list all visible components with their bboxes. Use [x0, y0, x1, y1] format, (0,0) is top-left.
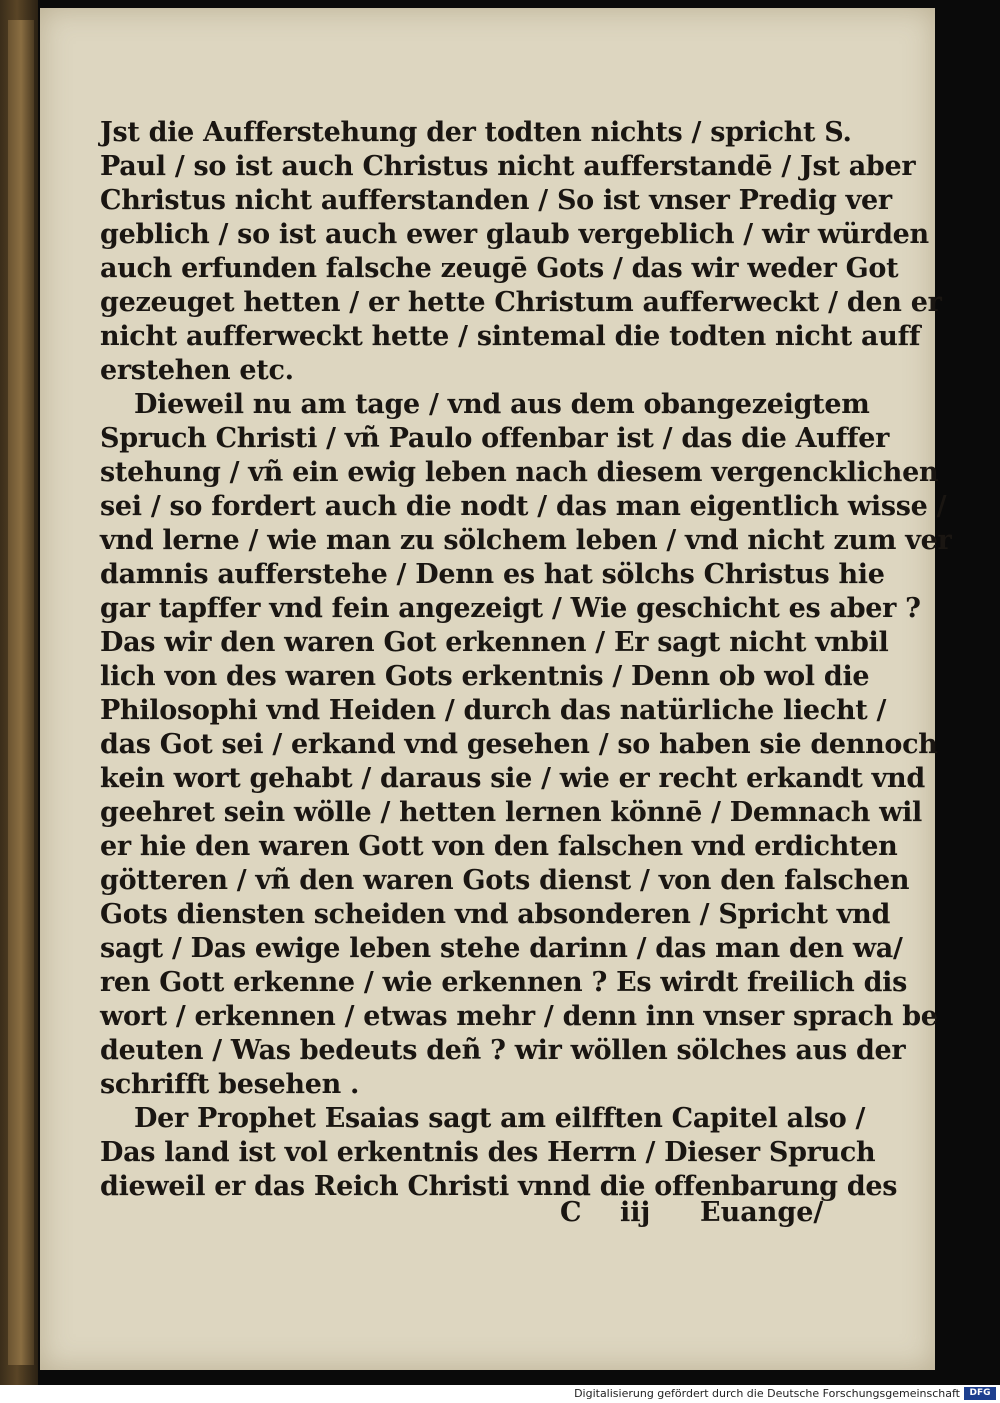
signature-number: iij — [620, 1197, 651, 1228]
text-line: Gots diensten scheiden vnd absonderen / Spricht vnd — [100, 899, 891, 930]
text-line: gar tapffer vnd fein angezeigt / Wie geschicht es aber ? — [100, 593, 921, 624]
text-line: Jst die Aufferstehung der todten nichts / spricht S. — [100, 117, 852, 148]
text-line: götteren / vñ den waren Gots dienst / von den falschen — [100, 865, 910, 896]
text-line: kein wort gehabt / daraus sie / wie er recht erkandt vnd — [100, 763, 925, 794]
text-line: Christus nicht aufferstanden / So ist vnser Predig ver — [100, 185, 892, 216]
signature-mark: C — [560, 1197, 582, 1228]
text-line: Philosophi vnd Heiden / durch das natürliche liecht / — [100, 695, 887, 726]
text-line: Spruch Christi / vñ Paulo offenbar ist / das die Auffer — [100, 423, 890, 454]
text-line: auch erfunden falsche zeugē Gots / das wir weder Got — [100, 253, 899, 284]
text-line: vnd lerne / wie man zu sölchem leben / vnd nicht zum ver — [100, 525, 952, 556]
text-line: erstehen etc. — [100, 355, 294, 386]
text-line: schrifft besehen . — [100, 1069, 360, 1100]
text-line: er hie den waren Gott von den falschen vnd erdichten — [100, 831, 898, 862]
dfg-logo: DFG — [964, 1387, 996, 1400]
text-line: Das land ist vol erkentnis des Herrn / Dieser Spruch — [100, 1137, 876, 1168]
text-line: gezeuget hetten / er hette Christum aufferweckt / den er — [100, 287, 942, 318]
catchword: Euange/ — [700, 1197, 824, 1228]
book-binding — [0, 0, 38, 1385]
text-line: Das wir den waren Got erkennen / Er sagt nicht vnbil — [100, 627, 889, 658]
page-footer — [560, 1193, 830, 1233]
text-line: Der Prophet Esaias sagt am eilfften Capitel also / — [134, 1103, 866, 1134]
text-line: Paul / so ist auch Christus nicht aufferstandē / Jst aber — [100, 151, 916, 182]
text-line: geehret sein wölle / hetten lernen könnē / Demnach wil — [100, 797, 923, 828]
text-line: wort / erkennen / etwas mehr / denn inn vnser sprach be — [100, 1001, 938, 1032]
text-line: nicht aufferweckt hette / sintemal die todten nicht auff — [100, 321, 921, 352]
credit-text: Digitalisierung gefördert durch die Deutsche Forschungsgemeinschaft — [574, 1387, 960, 1400]
text-line: deuten / Was bedeuts deñ ? wir wöllen sölches aus der — [100, 1035, 906, 1066]
binding-edge — [8, 20, 34, 1365]
text-line: stehung / vñ ein ewig leben nach diesem vergencklichen — [100, 457, 939, 488]
text-line: das Got sei / erkand vnd gesehen / so haben sie dennoch — [100, 729, 938, 760]
book-page — [40, 8, 952, 1370]
text-line: geblich / so ist auch ewer glaub vergeblich / wir würden — [100, 219, 929, 250]
text-line: Dieweil nu am tage / vnd aus dem obangezeigtem — [134, 389, 870, 420]
text-line: lich von des waren Gots erkentnis / Denn ob wol die — [100, 661, 870, 692]
text-line: damnis aufferstehe / Denn es hat sölchs Christus hie — [100, 559, 885, 590]
text-line: ren Gott erkenne / wie erkennen ? Es wirdt freilich dis — [100, 967, 908, 998]
credit-bar — [0, 1385, 1000, 1403]
text-line: sei / so fordert auch die nodt / das man eigentlich wisse / — [100, 491, 947, 522]
text-line: sagt / Das ewige leben stehe darinn / das man den wa/ — [100, 933, 903, 964]
text-line: dieweil er das Reich Christi vnnd die offenbarung des — [100, 1171, 898, 1202]
